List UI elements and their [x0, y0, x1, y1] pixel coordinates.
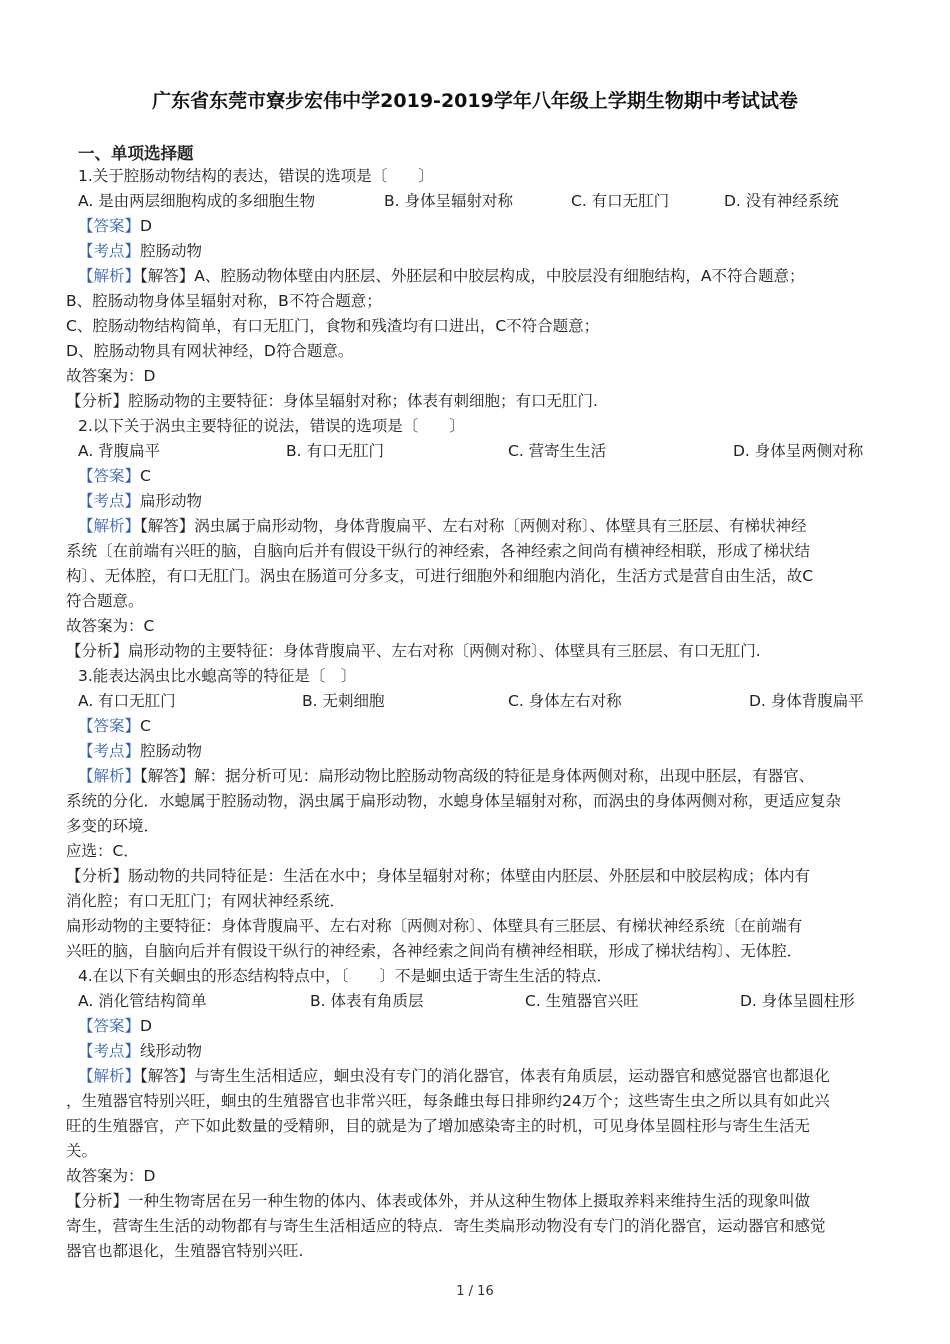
q3-conclusion: 应选：C．: [66, 842, 139, 860]
q2-line: 构〕、无体腔，有口无肛门。涡虫在肠道可分多支，可进行细胞外和细胞内消化，生活方式是营自由生活，故C: [66, 567, 814, 585]
q3-line: 消化腔；有口无肛门；有网状神经系统．: [66, 892, 346, 910]
q2-point: [66, 489, 886, 514]
question-content: [66, 164, 886, 1264]
answer-value: C: [140, 717, 151, 735]
q4-option-a: A. 消化管结构简单: [78, 992, 207, 1010]
q4-option-c: C. 生殖器官兴旺: [525, 992, 639, 1010]
q1-option-b: B. 身体呈辐射对称: [384, 192, 513, 210]
q4-line: 寄生，营寄生生活的动物都有与寄生生活相适应的特点．寄生类扁形动物没有专门的消化器官，运动器官和感觉: [66, 1217, 826, 1235]
question-2-stem: 2.以下关于涡虫主要特征的说法，错误的选项是〔 〕: [78, 417, 465, 435]
q2-answer: [66, 464, 886, 489]
point-tag: 【考点】: [78, 492, 141, 510]
q4-conclusion: 故答案为：D: [66, 1167, 156, 1185]
q3-point: [66, 739, 886, 764]
q2-conclusion: 故答案为：C: [66, 617, 155, 635]
point-value: 腔肠动物: [140, 742, 203, 760]
q4-fenxi: 【分析】一种生物寄居在另一种生物的体内、体表或体外，并从这种生物体上摄取养料来维持生活的现象叫做: [66, 1192, 811, 1210]
q2-line: 系统〔在前端有兴旺的脑，自脑向后并有假设干纵行的神经索，各神经索之间尚有横神经相联，形成了梯状结: [66, 542, 811, 560]
q4-option-d: D. 身体呈圆柱形: [740, 992, 855, 1010]
question-1-stem: 1.关于腔肠动物结构的表达，错误的选项是〔 〕: [78, 167, 434, 185]
q1-option-d: D. 没有神经系统: [724, 192, 839, 210]
answer-value: C: [140, 467, 151, 485]
q4-point: [66, 1039, 886, 1064]
q4-analysis: [66, 1064, 886, 1089]
q1-conclusion: 故答案为：D: [66, 367, 156, 385]
analysis-tag: 【解析】: [78, 267, 141, 285]
q1-option-a: A. 是由两层细胞构成的多细胞生物: [78, 192, 316, 210]
q3-fenxi: 【分析】肠动物的共同特征是：生活在水中；身体呈辐射对称；体壁由内胚层、外胚层和中胶层构成；体内有: [66, 867, 811, 885]
q1-answer: [66, 214, 886, 239]
answer-tag: 【答案】: [78, 467, 141, 485]
q3-option-c: C. 身体左右对称: [508, 692, 622, 710]
point-tag: 【考点】: [78, 242, 141, 260]
q4-answer: [66, 1014, 886, 1039]
point-value: 扁形动物: [140, 492, 203, 510]
point-tag: 【考点】: [78, 742, 141, 760]
q4-line: 关。: [66, 1142, 98, 1160]
question-2-options: [66, 439, 886, 464]
question-3-options: [66, 689, 886, 714]
q1-analysis: [66, 264, 886, 289]
analysis-tag: 【解析】: [78, 1067, 141, 1085]
analysis-text: 【解答】A、腔肠动物体壁由内胚层、外胚层和中胶层构成，中胶层没有细胞结构，A不符合题意；: [140, 267, 805, 285]
q1-line: C、腔肠动物结构简单，有口无肛门，食物和残渣均有口进出，C不符合题意；: [66, 317, 600, 335]
q2-option-c: C. 营寄生生活: [508, 442, 607, 460]
q1-line: B、腔肠动物身体呈辐射对称，B不符合题意；: [66, 292, 382, 310]
q3-answer: [66, 714, 886, 739]
q2-analysis: [66, 514, 886, 539]
answer-value: D: [140, 1017, 152, 1035]
q2-line: 符合题意。: [66, 592, 144, 610]
answer-tag: 【答案】: [78, 1017, 141, 1035]
q2-fenxi: 【分析】扁形动物的主要特征：身体背腹扁平、左右对称〔两侧对称〕、体壁具有三胚层、有口无肛门.: [66, 642, 761, 660]
q3-line: 扁形动物的主要特征：身体背腹扁平、左右对称〔两侧对称〕、体壁具有三胚层、有梯状神经系统〔在前端有: [66, 917, 803, 935]
point-tag: 【考点】: [78, 1042, 141, 1060]
q2-option-d: D. 身体呈两侧对称: [733, 442, 864, 460]
q4-line: 器官也都退化，生殖器官特别兴旺.: [66, 1242, 304, 1260]
answer-value: D: [140, 217, 152, 235]
q4-option-b: B. 体表有角质层: [310, 992, 424, 1010]
q3-analysis: [66, 764, 886, 789]
analysis-text: 【解答】解：据分析可见：扁形动物比腔肠动物高级的特征是身体两侧对称，出现中胚层，有器官、: [140, 767, 815, 785]
q1-option-c: C. 有口无肛门: [571, 192, 670, 210]
analysis-text: 【解答】涡虫属于扁形动物，身体背腹扁平、左右对称〔两侧对称〕、体壁具有三胚层、有梯状神经: [140, 517, 807, 535]
analysis-tag: 【解析】: [78, 767, 141, 785]
q3-option-b: B. 无刺细胞: [302, 692, 385, 710]
question-4-stem: 4.在以下有关蛔虫的形态结构特点中，〔 〕不是蛔虫适于寄生生活的特点．: [78, 967, 613, 985]
answer-tag: 【答案】: [78, 717, 141, 735]
question-3-stem: 3.能表达涡虫比水螅高等的特征是〔 〕: [78, 667, 357, 685]
q2-option-a: A. 背腹扁平: [78, 442, 161, 460]
question-1-options: [66, 189, 886, 214]
q3-line: 兴旺的脑，自脑向后并有假设干纵行的神经索，各神经索之间尚有横神经相联，形成了梯状结构〕、无体腔．: [66, 942, 803, 960]
answer-tag: 【答案】: [78, 217, 141, 235]
question-4-options: [66, 989, 886, 1014]
q3-option-d: D. 身体背腹扁平: [749, 692, 864, 710]
q4-line: 旺的生殖器官，产下如此数量的受精卵，目的就是为了增加感染寄主的时机，可见身体呈圆柱形与寄生生活无: [66, 1117, 811, 1135]
q2-option-b: B. 有口无肛门: [286, 442, 384, 460]
q3-line: 系统的分化．水螅属于腔肠动物，涡虫属于扁形动物，水螅身体呈辐射对称，而涡虫的身体两侧对称，更适应复杂: [66, 792, 842, 810]
page-number: 1 / 16: [456, 1284, 494, 1299]
q1-point: [66, 239, 886, 264]
analysis-text: 【解答】与寄生生活相适应，蛔虫没有专门的消化器官，体表有角质层，运动器官和感觉器官也都退化: [140, 1067, 830, 1085]
q4-line: ，生殖器官特别兴旺，蛔虫的生殖器官也非常兴旺，每条雌虫每日排卵约24万个；这些寄生虫之所以具有如此兴: [66, 1092, 830, 1110]
q1-fenxi: 【分析】腔肠动物的主要特征：身体呈辐射对称；体表有刺细胞；有口无肛门.: [66, 392, 598, 410]
q3-option-a: A. 有口无肛门: [78, 692, 176, 710]
section-heading: 一、单项选择题: [78, 144, 194, 163]
point-value: 腔肠动物: [140, 242, 203, 260]
q3-line: 多变的环境．: [66, 817, 160, 835]
point-value: 线形动物: [140, 1042, 203, 1060]
q1-line: D、腔肠动物具有网状神经，D符合题意。: [66, 342, 354, 360]
document-title: 广东省东莞市寮步宏伟中学2019-2019学年八年级上学期生物期中考试试卷: [152, 90, 798, 112]
analysis-tag: 【解析】: [78, 517, 141, 535]
